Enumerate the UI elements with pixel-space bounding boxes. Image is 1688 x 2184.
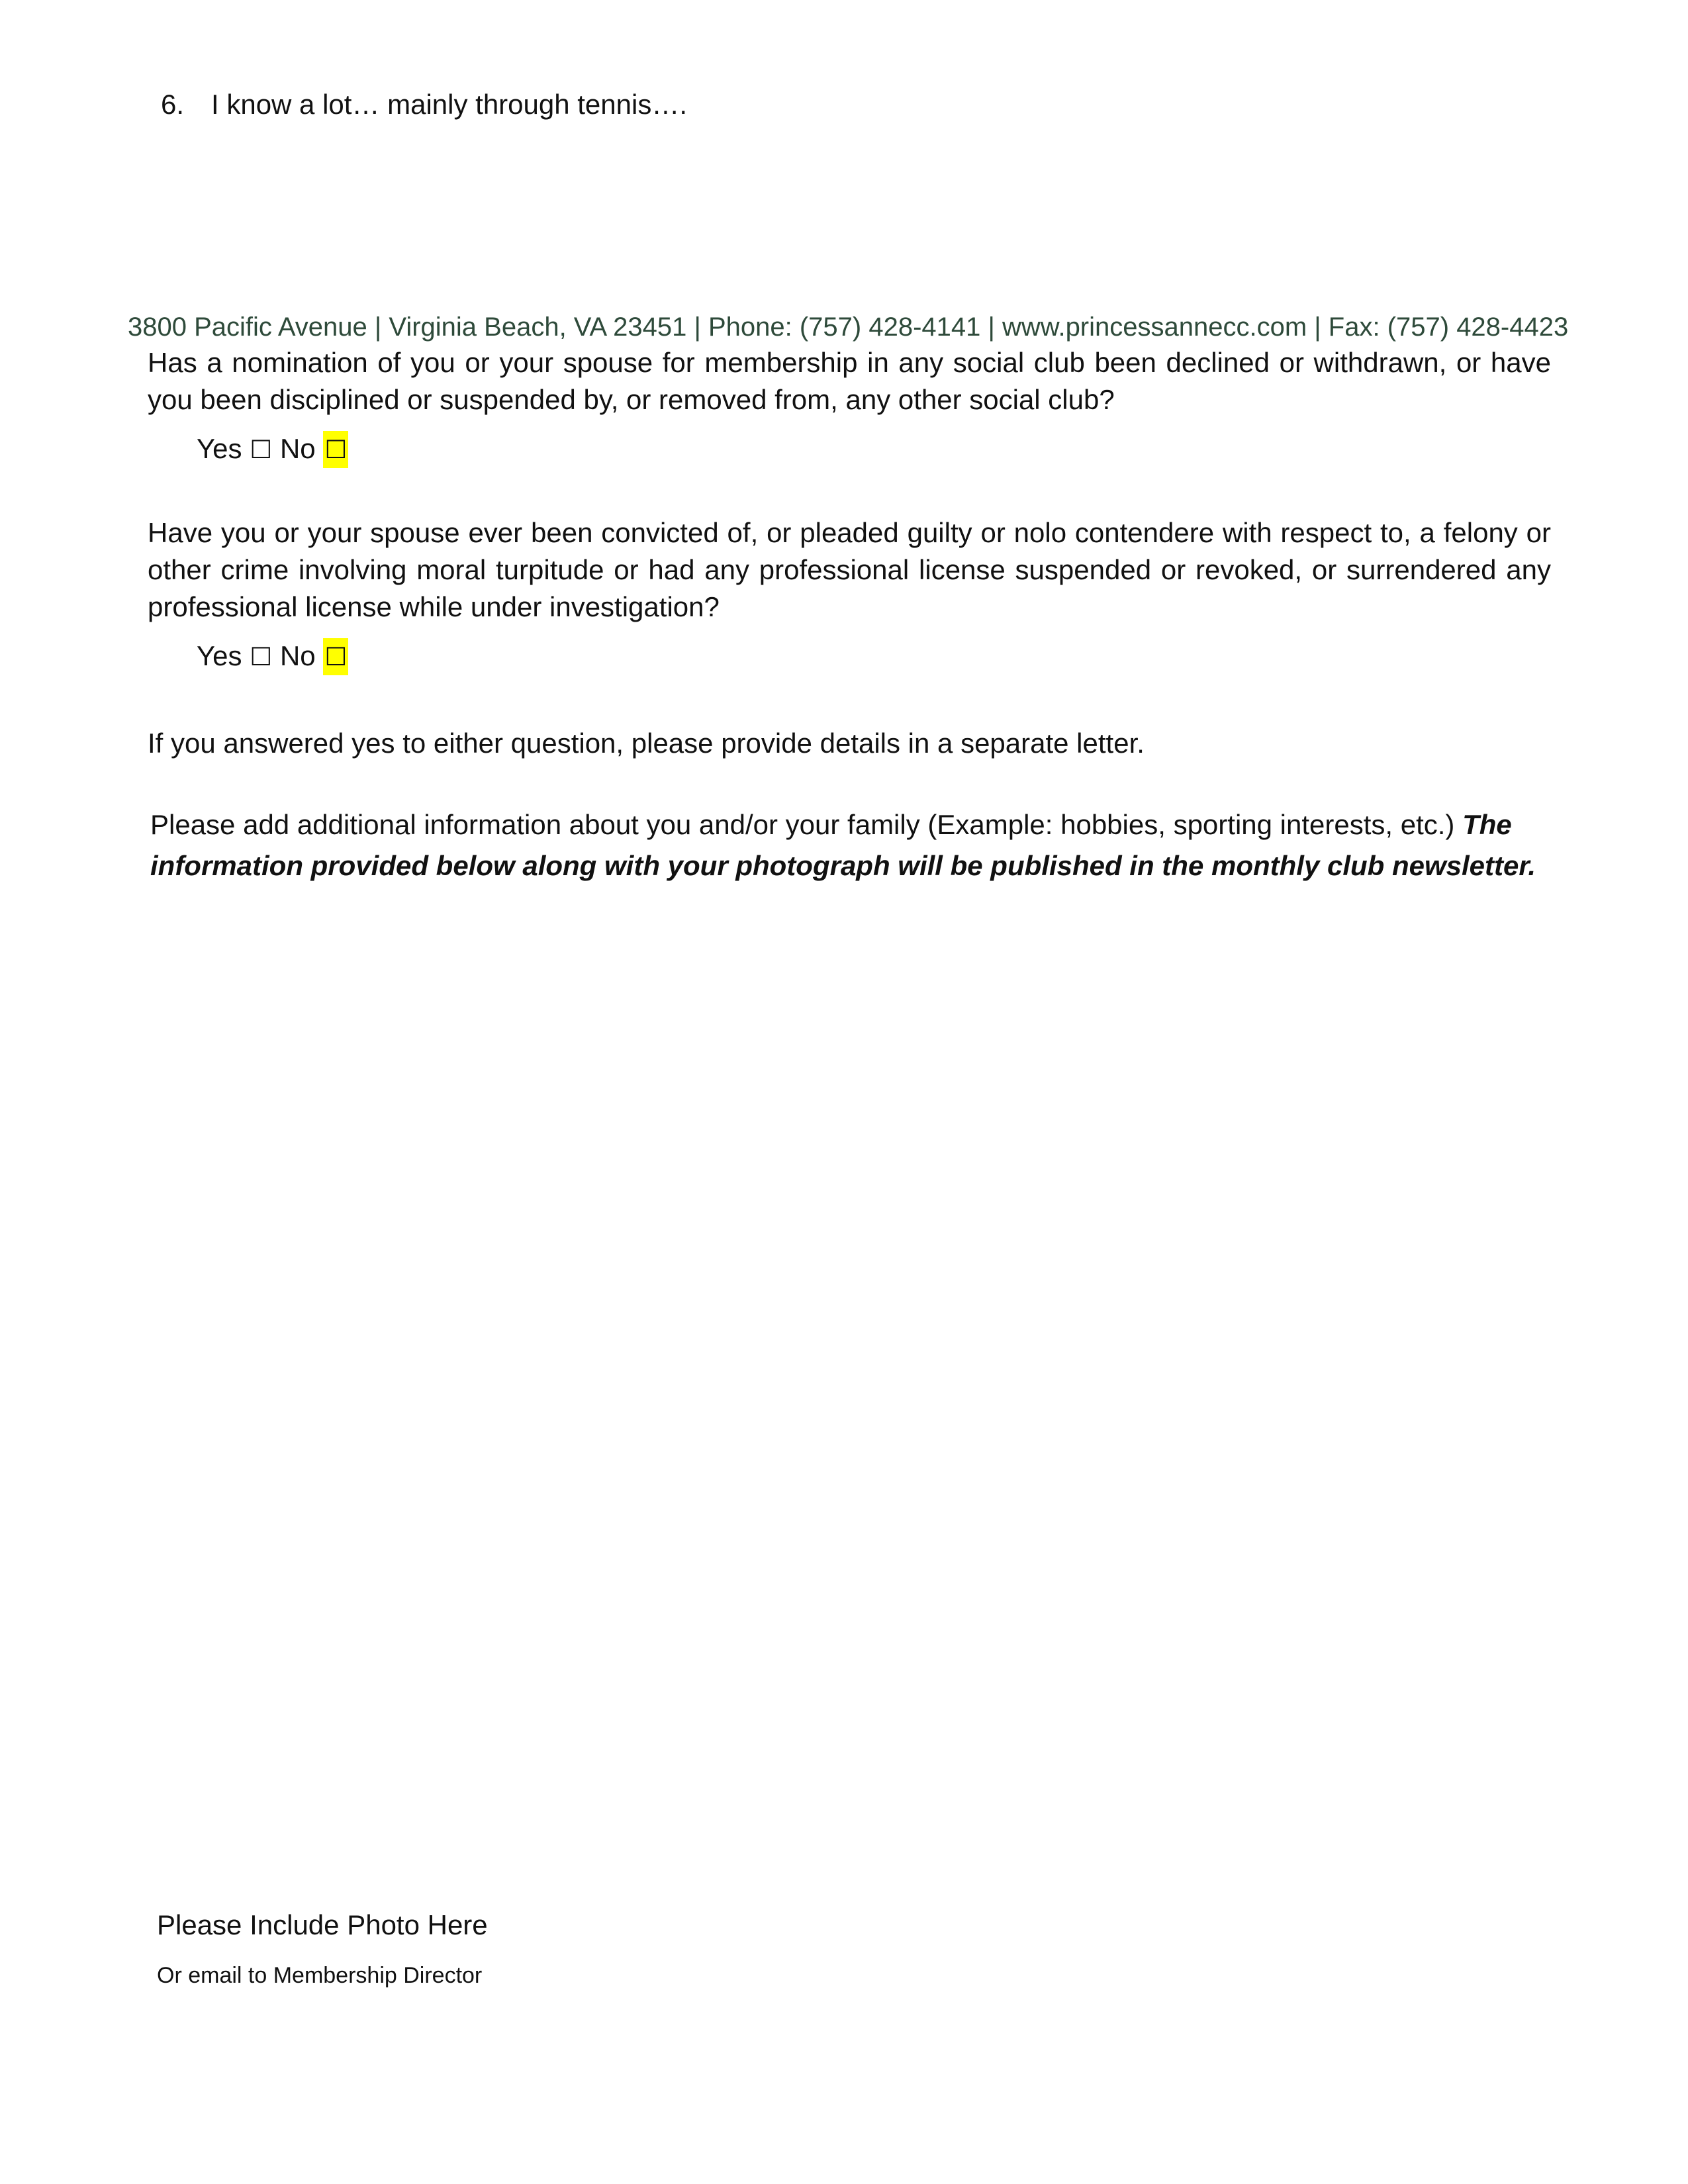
yes-label: Yes	[197, 433, 242, 464]
photo-title: Please Include Photo Here	[157, 1909, 488, 1940]
list-item-6	[161, 86, 687, 123]
additional-info-text: Please add additional information about you and/or your family (Example: hobbies, sporting interests, etc.)	[150, 809, 1463, 840]
newsletter-notice: The information provided below along with your photograph will be published in the monthly club newsletter.	[150, 809, 1536, 881]
no-checkbox[interactable]: ☐	[323, 431, 348, 468]
list-item-text: I know a lot… mainly through tennis….	[211, 89, 688, 120]
photo-subtitle: Or email to Membership Director	[157, 1963, 483, 1988]
additional-info-prompt	[150, 804, 1547, 886]
yes-label: Yes	[197, 640, 242, 671]
club-address-footer: 3800 Pacific Avenue | Virginia Beach, VA 23451 | Phone: (757) 428-4141 | www.princessannecc.com | Fax: (757) 428-4423	[128, 312, 1569, 342]
question-nomination-declined: Has a nomination of you or your spouse for membership in any social club been declined or withdrawn, or have you been disciplined or suspended by, or removed from, any other social club?	[148, 347, 1551, 415]
question-convicted: Have you or your spouse ever been convicted of, or pleaded guilty or nolo contendere with respect to, a felony or other crime involving moral turpitude or had any professional license suspended or revoked, or surrendered any professional license while under investigation?	[148, 517, 1551, 622]
answer-options-nomination	[197, 430, 348, 468]
no-label: No	[279, 640, 316, 671]
no-checkbox[interactable]: ☐	[323, 638, 348, 675]
details-note: If you answered yes to either question, please provide details in a separate letter.	[148, 728, 1145, 759]
yes-checkbox[interactable]: ☐	[250, 435, 273, 464]
no-label: No	[279, 433, 316, 464]
list-item-number: 6.	[161, 89, 185, 120]
answer-options-convicted	[197, 638, 348, 675]
yes-checkbox[interactable]: ☐	[250, 642, 273, 671]
